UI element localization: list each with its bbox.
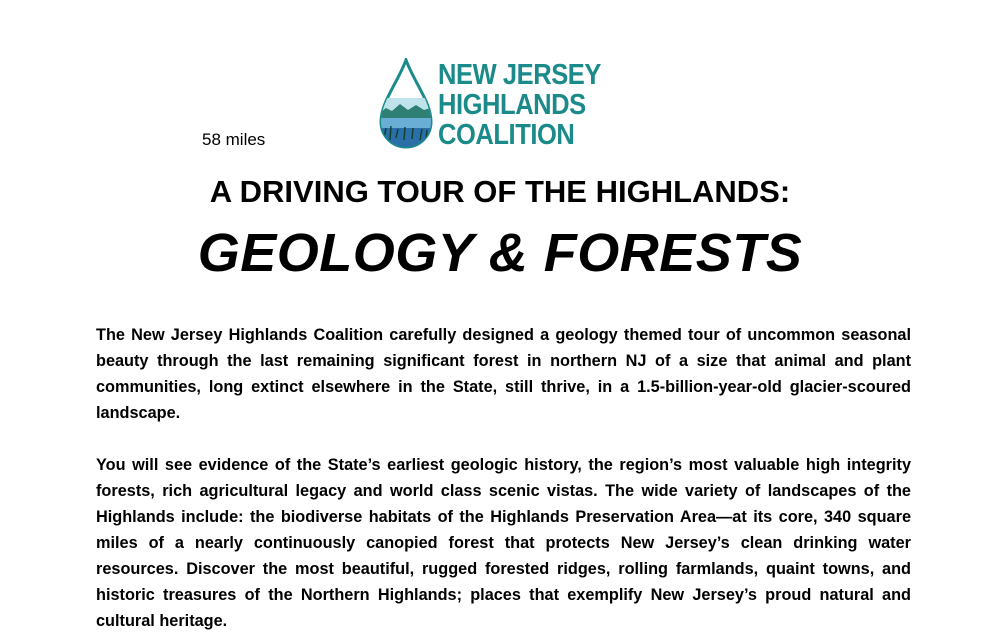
logo-line-3: COALITION — [438, 119, 575, 151]
description-paragraph: You will see evidence of the State’s earliest geologic history, the region’s most valuable high integrity forests, rich agricultural legacy and world class scenic vistas. The wide variety of landscapes of the Highlands include: the biodiverse habitats of the Highlands Preservation Area—at its core, 340 square miles of a nearly continuously canopied forest that protects New Jersey’s clean drinking water resources. Discover the most beautiful, rugged forested ridges, rolling farmlands, quaint towns, and historic treasures of the Northern Highlands; places that exemplify New Jersey’s proud natural and cultural heritage. — [96, 456, 911, 630]
logo-wordmark — [438, 60, 623, 150]
logo-line-1: NEW JERSEY — [438, 59, 601, 91]
logo-line-2: HIGHLANDS — [438, 89, 586, 121]
water-drop-landscape-icon — [378, 58, 434, 152]
page-subtitle: GEOLOGY & FORESTS — [197, 223, 803, 283]
page-title: A DRIVING TOUR OF THE HIGHLANDS: — [209, 174, 791, 209]
intro-paragraph: The New Jersey Highlands Coalition carefully designed a geology themed tour of uncommon seasonal beauty through the last remaining significant forest in northern NJ of a size that animal and plant communities, long extinct elsewhere in the State, still thrive, in a 1.5-billion-year-old glacier-scoured landscape. — [96, 326, 911, 422]
coalition-logo — [378, 58, 628, 154]
tour-distance: 58 miles — [202, 130, 266, 149]
